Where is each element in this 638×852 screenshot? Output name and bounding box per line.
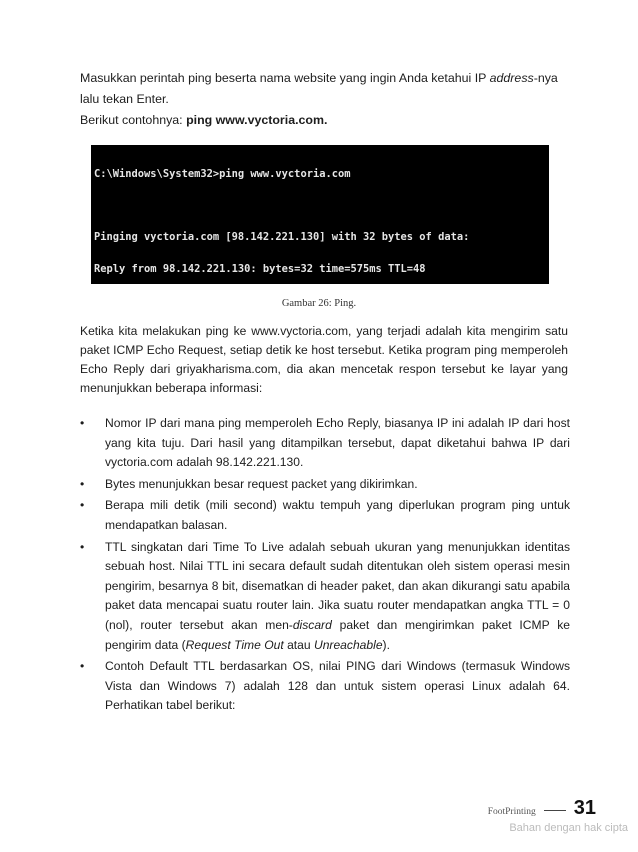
page-footer xyxy=(488,797,596,820)
list-item: • Berapa mili detik (mili second) waktu tempuh yang diperlukan program ping untuk mendapatkan balasan. xyxy=(80,498,570,532)
intro-example: Berikut contohnya: ping www.vyctoria.com. xyxy=(80,113,328,127)
terminal-line: Pinging vyctoria.com [98.142.221.130] with 32 bytes of data: xyxy=(94,231,470,243)
footer-section-title: FootPrinting xyxy=(487,807,536,817)
terminal-line: C:\Windows\System32>ping www.vyctoria.com xyxy=(94,168,351,180)
footer-divider xyxy=(544,810,566,811)
list-item: • Bytes menunjukkan besar request packet yang dikirimkan. xyxy=(80,475,570,495)
body-paragraph-block xyxy=(80,322,568,398)
example-command: ping www.vyctoria.com. xyxy=(186,113,328,127)
bullet-list xyxy=(80,414,570,718)
terminal-line xyxy=(94,201,547,212)
copyright-watermark: Bahan dengan hak cipta xyxy=(509,822,628,834)
terminal-line: Reply from 98.142.221.130: bytes=32 time=575ms TTL=48 xyxy=(94,262,426,275)
body-paragraph: Ketika kita melakukan ping ke www.vyctoria.com, yang terjadi adalah kita mengirim satu paket ICMP Echo Request, setiap detik ke host tersebut. Ketika program ping memperoleh Echo Reply dari griyakharisma.com, dia akan mencetak respon tersebut ke layar yang menunjukkan beberapa informasi: xyxy=(80,324,568,395)
list-item: • TTL singkatan dari Time To Live adalah sebuah ukuran yang menunjukkan identitas sebuah host. Nilai TTL ini secara default sudah ditentukan oleh sistem operasi mesin pengirim, besarnya 8 bit, disematkan di header paket, dan akan dikurangi satu apabila paket data mencapai suatu router lain. Jika suatu router mendapatkan angka TTL = 0 (nol), router tersebut akan men-discard paket dan mengirimkan paket ICMP ke pengirim data (Request Time Out atau Unreachable). xyxy=(80,539,570,652)
list-item: • Contoh Default TTL berdasarkan OS, nilai PING dari Windows (termasuk Windows Vista dan Windows 7) adalah 128 dan untuk sistem operasi Linux adalah 64. Perhatikan tabel berikut: xyxy=(80,659,570,713)
bullet-icon: • xyxy=(80,659,85,674)
page-number: 31 xyxy=(573,797,596,819)
bullet-icon: • xyxy=(80,476,85,491)
terminal-screenshot xyxy=(91,145,549,284)
bullet-icon: • xyxy=(80,539,85,554)
bullet-icon: • xyxy=(80,498,85,513)
bullet-icon: • xyxy=(80,416,85,430)
intro-block xyxy=(80,68,568,131)
figure-caption: Gambar 26: Ping. xyxy=(281,298,357,309)
list-item: • Nomor IP dari mana ping memperoleh Echo Reply, biasanya IP ini adalah IP dari host yang kita tuju. Dari hasil yang ditampilkan tersebut, dapat diketahui bahwa IP dari vyctoria.com adalah 98.142.221.130. xyxy=(80,416,570,470)
intro-instruction: Masukkan perintah ping beserta nama website yang ingin Anda ketahui IP address-nya lalu tekan Enter. xyxy=(80,71,558,106)
